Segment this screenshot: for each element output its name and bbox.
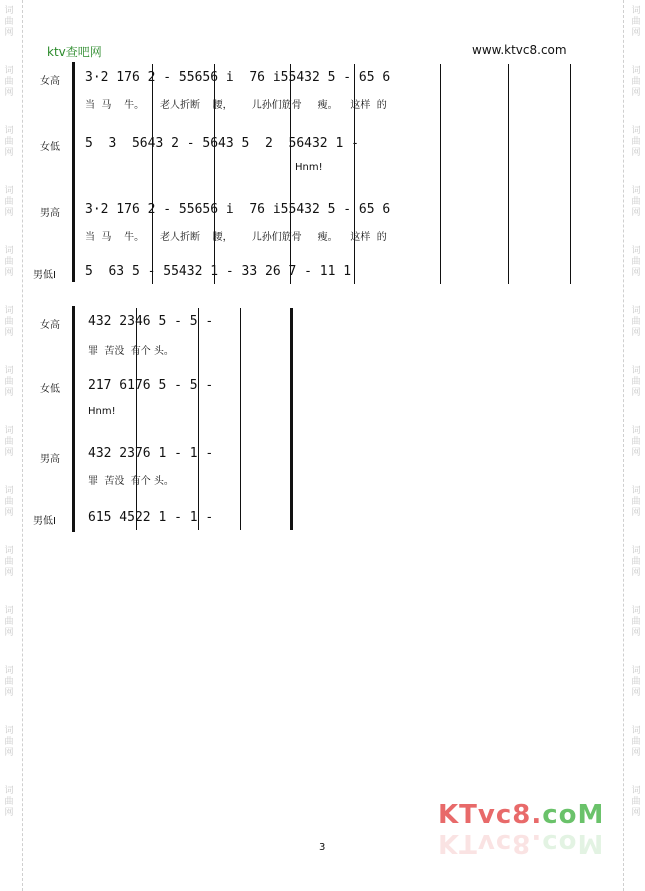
- notation-line: 3·2 176 2 - 55656 i 76 i55432 5 - 65 6: [85, 202, 391, 217]
- site-logo-reflection: KTvc8.coM: [438, 828, 605, 858]
- lyrics-line: 罪 苦没 有个 头。: [88, 346, 174, 357]
- watermark-glyphs: 词 曲 网: [631, 186, 641, 218]
- watermark-glyphs: 词 曲 网: [4, 246, 14, 278]
- watermark-glyphs: 词 曲 网: [4, 786, 14, 818]
- watermark-glyphs: 词 曲 网: [631, 246, 641, 278]
- watermark-glyphs: 词 曲 网: [4, 606, 14, 638]
- watermark-glyphs: 词 曲 网: [4, 126, 14, 158]
- notation-line: 217 6176 5 - 5 -: [88, 378, 214, 393]
- lyrics-line: 罪 苦没 有个 头。: [88, 476, 174, 487]
- notation-line: 5 63 5 - 55432 1 - 33 26 7 - 11 1: [85, 264, 352, 279]
- watermark-glyphs: 词 曲 网: [631, 126, 641, 158]
- system-2-bracket: [72, 306, 79, 532]
- barline: [214, 64, 215, 284]
- watermark-glyphs: 词 曲 网: [631, 366, 641, 398]
- watermark-glyphs: 词 曲 网: [4, 306, 14, 338]
- watermark-glyphs: 词 曲 网: [631, 306, 641, 338]
- watermark-glyphs: 词 曲 网: [631, 606, 641, 638]
- part-label: 男高: [40, 454, 60, 465]
- watermark-glyphs: 词 曲 网: [631, 66, 641, 98]
- barline: [152, 64, 153, 284]
- notation-line: 5 3 5643 2 - 5643 5 2 56432 1 -: [85, 136, 359, 151]
- barline: [198, 308, 199, 530]
- part-label: 女高: [40, 320, 60, 331]
- watermark-glyphs: 词 曲 网: [631, 426, 641, 458]
- barline: [240, 308, 241, 530]
- final-barline: [290, 308, 293, 530]
- watermark-glyphs: 词 曲 网: [631, 546, 641, 578]
- barline: [354, 64, 355, 284]
- watermark-glyphs: 词 曲 网: [4, 426, 14, 458]
- watermark-glyphs: 词 曲 网: [631, 726, 641, 758]
- right-watermark-strip: [629, 0, 643, 891]
- watermark-glyphs: 词 曲 网: [4, 186, 14, 218]
- site-name: ktv查吧网: [47, 45, 102, 59]
- watermark-glyphs: 词 曲 网: [4, 366, 14, 398]
- part-label: 男高: [40, 208, 60, 219]
- part-label: 男低Ⅰ: [33, 270, 56, 281]
- watermark-glyphs: 词 曲 网: [4, 726, 14, 758]
- watermark-glyphs: 词 曲 网: [631, 6, 641, 38]
- lyrics-line: 当 马 牛。 老人折断 腰， 儿孙们筋骨 瘦。 这样 的: [85, 232, 387, 243]
- barline: [136, 308, 137, 530]
- site-logo: KTvc8.coM: [438, 800, 605, 830]
- watermark-glyphs: 词 曲 网: [4, 486, 14, 518]
- site-url: www.ktvc8.com: [472, 43, 567, 57]
- notation-line: 615 4522 1 - 1 -: [88, 510, 214, 525]
- barline: [440, 64, 441, 284]
- watermark-glyphs: 词 曲 网: [4, 66, 14, 98]
- notation-line: 3·2 176 2 - 55656 i 76 i55432 5 - 65 6: [85, 70, 391, 85]
- watermark-glyphs: 词 曲 网: [4, 546, 14, 578]
- system-1-bracket: [72, 62, 79, 282]
- barline: [508, 64, 509, 284]
- page-number: 3: [319, 842, 326, 853]
- notation-line: 432 2346 5 - 5 -: [88, 314, 214, 329]
- part-label: 男低Ⅰ: [33, 516, 56, 527]
- notation-line: 432 2376 1 - 1 -: [88, 446, 214, 461]
- watermark-glyphs: 词 曲 网: [631, 666, 641, 698]
- watermark-glyphs: 词 曲 网: [4, 6, 14, 38]
- watermark-glyphs: 词 曲 网: [631, 786, 641, 818]
- lyrics-line: 当 马 牛。 老人折断 腰， 儿孙们筋骨 瘦。 这样 的: [85, 100, 387, 111]
- barline: [570, 64, 571, 284]
- lyrics-line: Hnm!: [295, 162, 323, 173]
- part-label: 女高: [40, 76, 60, 87]
- watermark-glyphs: 词 曲 网: [631, 486, 641, 518]
- left-watermark-strip: [2, 0, 16, 891]
- lyrics-line: Hnm!: [88, 406, 116, 417]
- part-label: 女低: [40, 384, 60, 395]
- watermark-glyphs: 词 曲 网: [4, 666, 14, 698]
- part-label: 女低: [40, 142, 60, 153]
- barline: [290, 64, 291, 284]
